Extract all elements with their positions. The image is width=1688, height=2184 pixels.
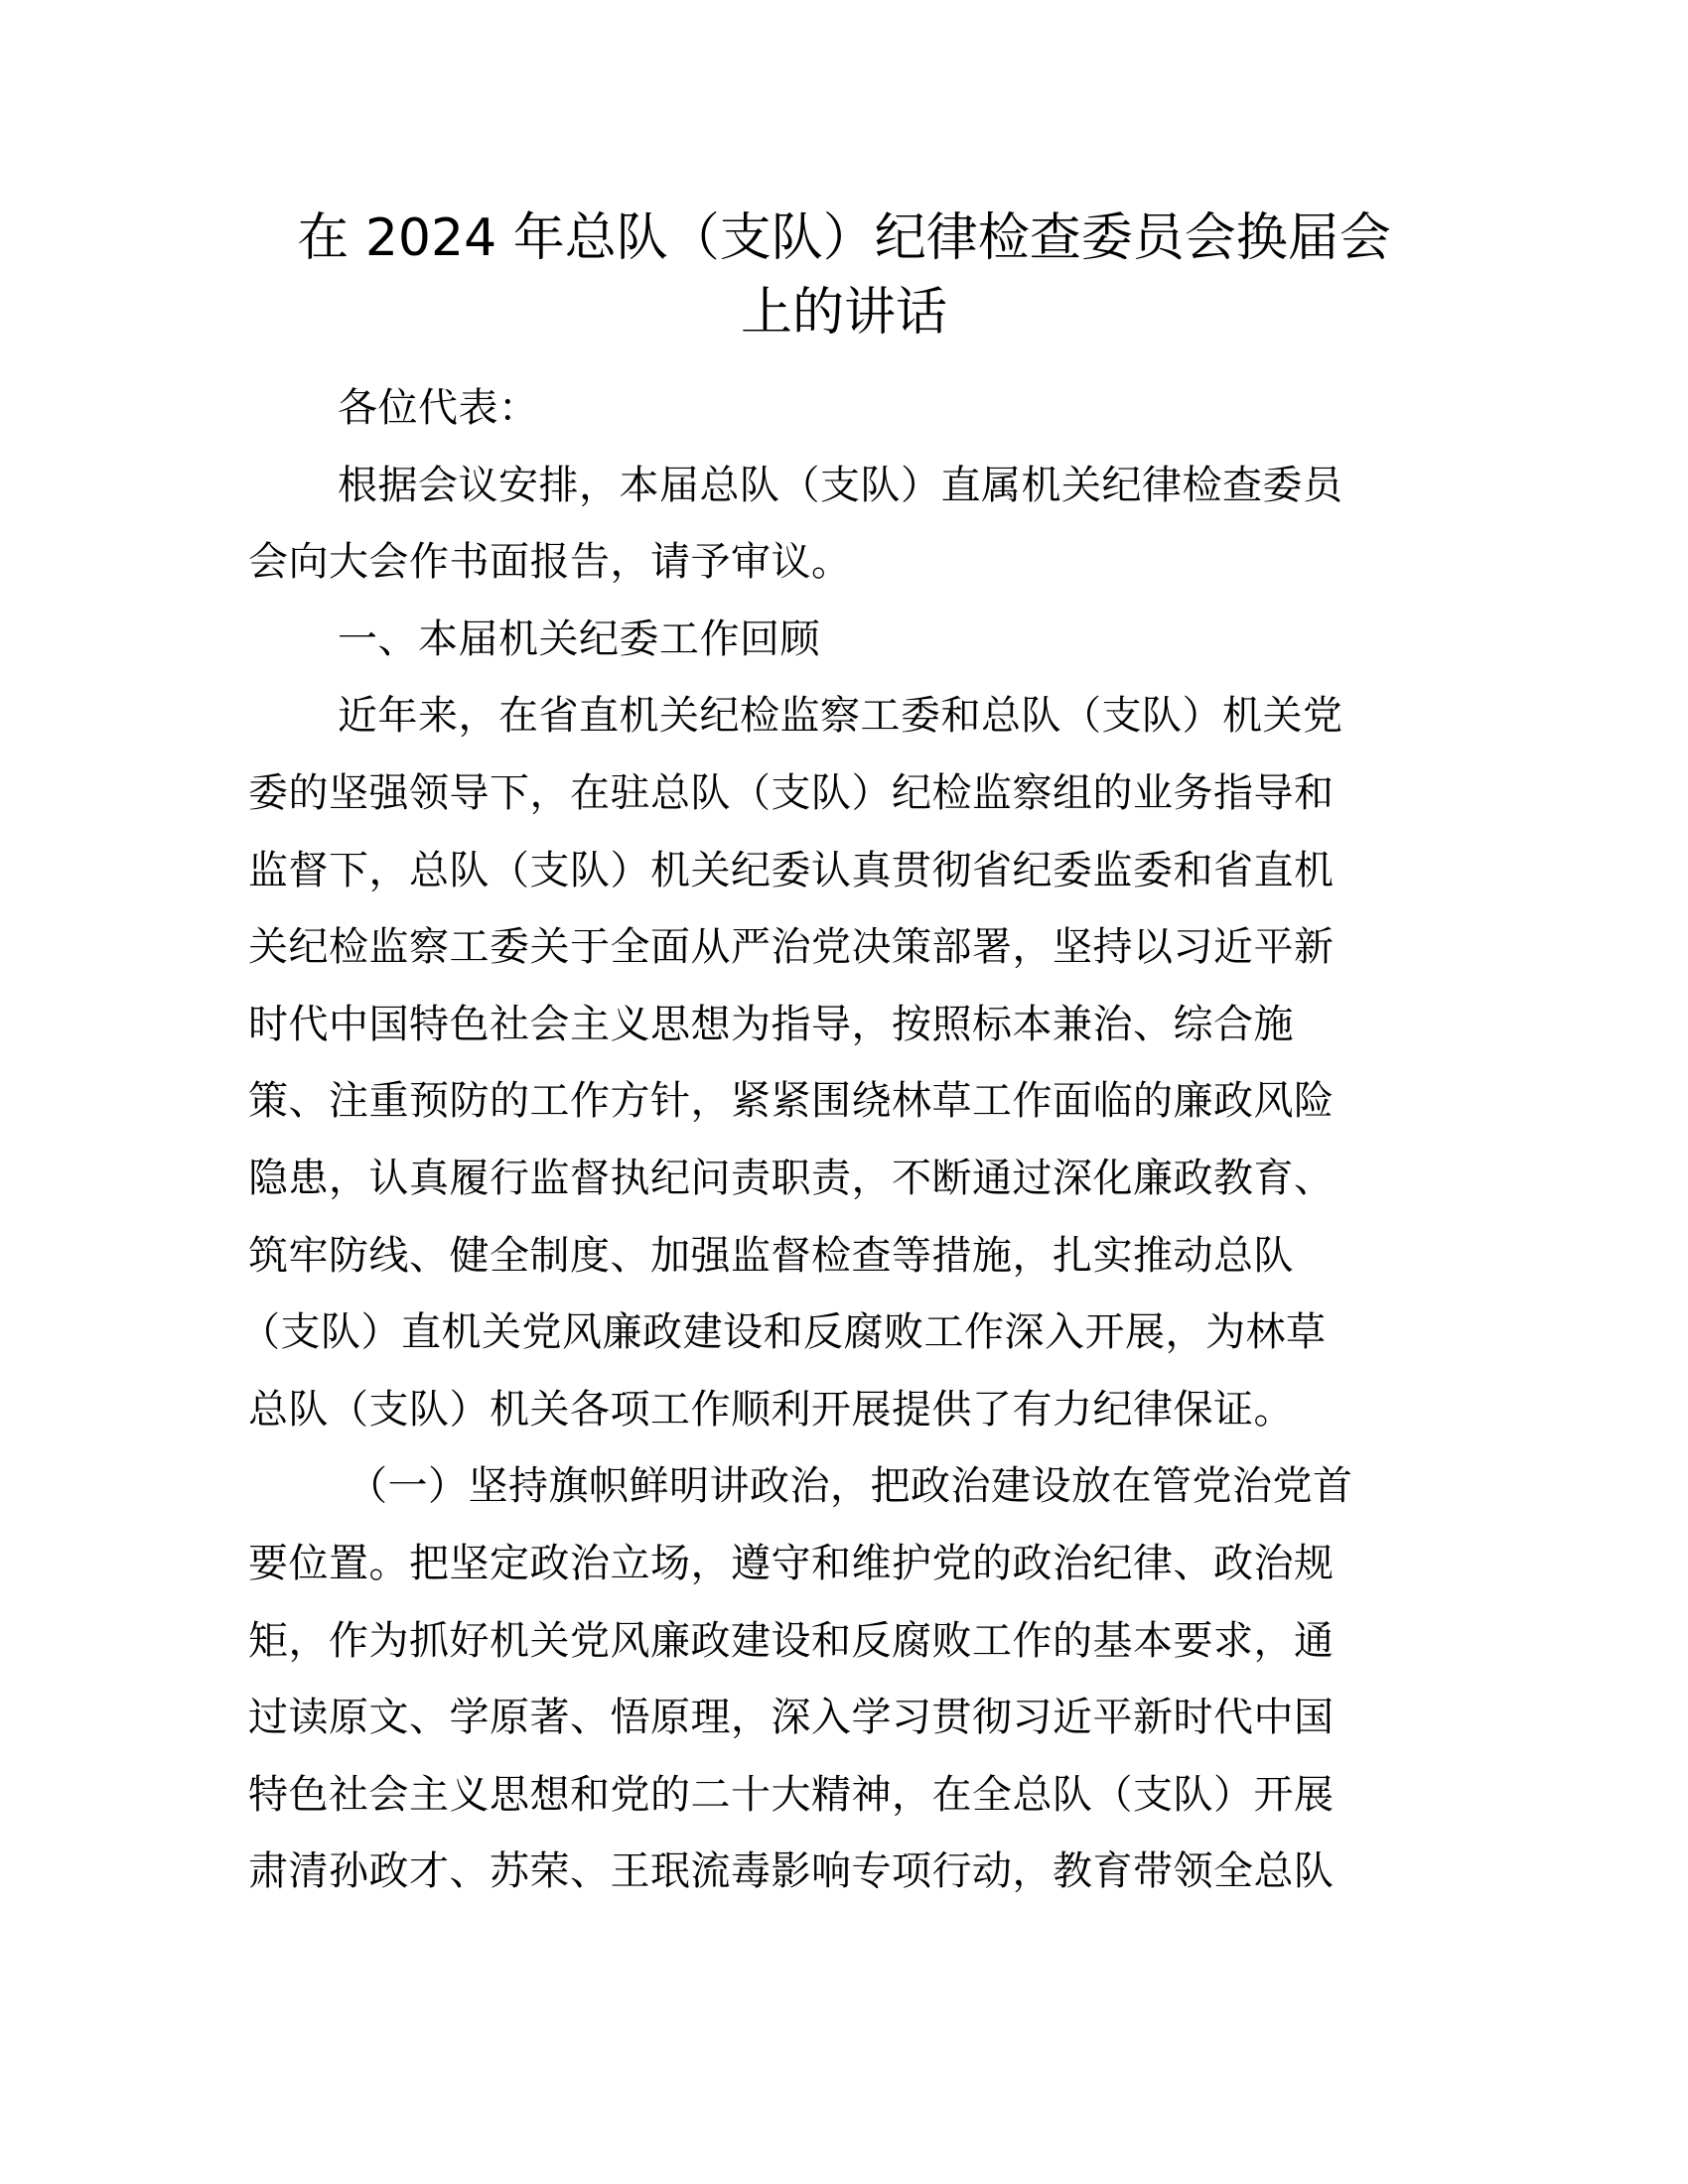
paragraph-line: 矩，作为抓好机关党风廉政建设和反腐败工作的基本要求，通	[248, 1617, 1335, 1664]
salutation-text: 各位代表：	[338, 385, 539, 431]
paragraph-line: 委的坚强领导下，在驻总队（支队）纪检监察组的业务指导和	[248, 769, 1335, 816]
paragraph-line: 会向大会作书面报告，请予审议。	[248, 539, 852, 586]
salutation	[248, 370, 1440, 448]
paragraph-review	[240, 678, 1440, 1448]
paragraph-line: 隐患，认真履行监督执纪问责职责，不断通过深化廉政教育、	[248, 1155, 1335, 1201]
paragraph-line: 总队（支队）机关各项工作顺利开展提供了有力纪律保证。	[248, 1386, 1294, 1433]
paragraph-line: 时代中国特色社会主义思想为指导，按照标本兼治、综合施	[248, 1001, 1294, 1047]
paragraph-line: 监督下，总队（支队）机关纪委认真贯彻省纪委监委和省直机	[248, 847, 1335, 893]
document-title	[248, 202, 1440, 350]
paragraph-line: 策、注重预防的工作方针，紧紧围绕林草工作面临的廉政风险	[248, 1078, 1335, 1125]
paragraph-line: （支队）直机关党风廉政建设和反腐败工作深入开展，为林草	[240, 1309, 1327, 1356]
paragraph-line: 过读原文、学原著、悟原理，深入学习贯彻习近平新时代中国	[248, 1695, 1335, 1741]
section-heading-1	[248, 602, 1440, 679]
paragraph-subsection-1	[248, 1448, 1440, 1911]
section-heading-text: 一、本届机关纪委工作回顾	[338, 615, 820, 662]
paragraph-line: 关纪检监察工委关于全面从严治党决策部署，坚持以习近平新	[248, 924, 1335, 971]
document-body	[240, 370, 1440, 1911]
paragraph-line: 筑牢防线、健全制度、加强监督检查等措施，扎实推动总队	[248, 1232, 1294, 1279]
paragraph-intro	[248, 448, 1440, 602]
paragraph-line: 近年来，在省直机关纪检监察工委和总队（支队）机关党	[338, 693, 1343, 740]
title-line-1: 在 2024 年总队（支队）纪律检查委员会换届会	[297, 208, 1391, 268]
paragraph-line: 特色社会主义思想和党的二十大精神，在全总队（支队）开展	[248, 1771, 1335, 1818]
title-line-2: 上的讲话	[740, 283, 947, 342]
paragraph-line: 根据会议安排，本届总队（支队）直属机关纪律检查委员	[338, 462, 1343, 508]
paragraph-line: 要位置。把坚定政治立场，遵守和维护党的政治纪律、政治规	[248, 1540, 1335, 1586]
paragraph-line: 肃清孙政才、苏荣、王珉流毒影响专项行动，教育带领全总队	[248, 1848, 1335, 1895]
subsection-heading-line: （一）坚持旗帜鲜明讲政治，把政治建设放在管党治党首	[348, 1463, 1353, 1510]
